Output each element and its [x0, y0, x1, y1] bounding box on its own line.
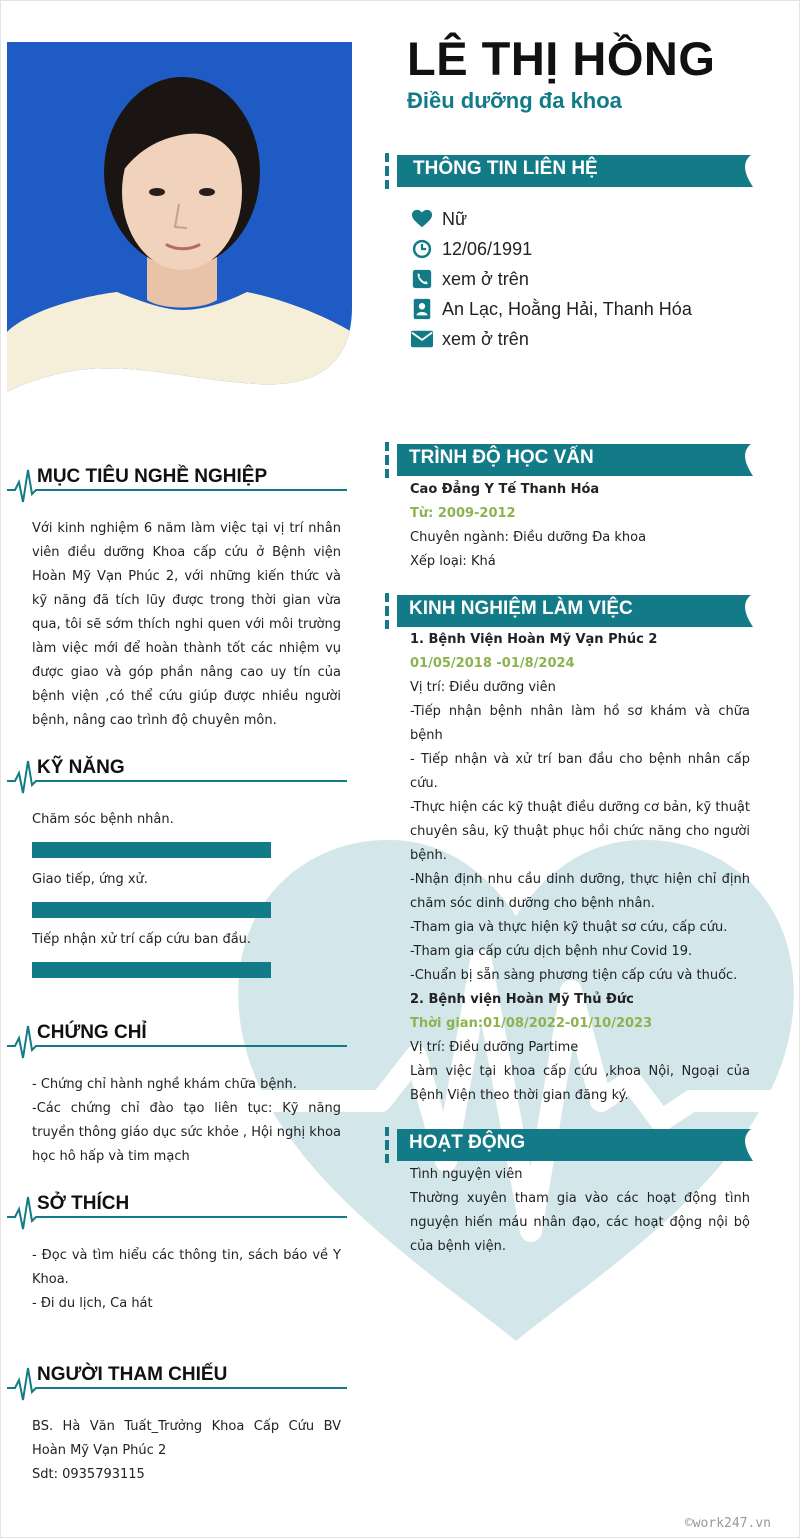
activities-role: Tình nguyện viên [410, 1167, 523, 1182]
certificates-heading-label: CHỨNG CHỈ [37, 1022, 147, 1043]
contact-birthday-text: 12/06/1991 [442, 238, 533, 259]
phone-icon [411, 268, 433, 290]
contact-email [411, 324, 692, 354]
skill-bar [32, 962, 271, 978]
job-duty: -Thực hiện các kỹ thuật điều dưỡng cơ bản, kỹ thuật chuyên sâu, kỹ thuật phục hồi chức năng cho người bệnh. [410, 800, 750, 863]
objective-heading [7, 464, 347, 504]
education-heading-label: TRÌNH ĐỘ HỌC VẤN [409, 447, 594, 468]
job-period: 01/05/2018 -01/8/2024 [410, 656, 575, 671]
certificate-line: -Các chứng chỉ đào tạo liên tục: Kỹ năng truyền thông giáo dục sức khỏe , Hội nghị khoa học hô hấp và tim mạch [32, 1101, 341, 1164]
skill-bar [32, 902, 271, 918]
activities-section [410, 1163, 750, 1259]
activities-description: Thường xuyên tham gia vào các hoạt động tình nguyện hiến máu nhân đạo, các hoạt động nội bộ của bệnh viện. [410, 1191, 750, 1254]
job-position: Vị trí: Điều dưỡng viên [410, 680, 556, 695]
certificates-heading [7, 1020, 347, 1060]
objective-paragraph: Với kinh nghiệm 6 năm làm việc tại vị trí nhân viên điều dưỡng Khoa cấp cứu ở Bệnh viện Hoàn Mỹ Vạn Phúc 2, với những kiến thức và kỹ năng đã tích lũy được trong thời gian vừa qua, tôi sẽ sớm thích nghi quen với môi trường làm việc mới để hoàn thành tốt các nhiệm vụ được giao và góp phần nâng cao uy tín của bệnh viện ,có thể cứu giúp được nhiều người bệnh, nâng cao trình độ chuyên môn. [32, 521, 341, 728]
reference-line: Sdt: 0935793115 [32, 1467, 145, 1482]
skill-label: Tiếp nhận xử trí cấp cứu ban đầu. [32, 932, 252, 947]
job-duty: -Nhận định nhu cầu dinh dưỡng, thực hiện chỉ định chăm sóc dinh dưỡng cho bệnh nhân. [410, 872, 750, 911]
contact-email-text: xem ở trên [442, 328, 529, 349]
education-heading [385, 442, 755, 478]
contact-phone [411, 264, 692, 294]
hobbies-heading-label: SỞ THÍCH [37, 1193, 130, 1214]
watermark-text: ©work247.vn [684, 1516, 771, 1531]
activities-heading-label: HOẠT ĐỘNG [409, 1132, 526, 1153]
contact-gender-text: Nữ [442, 208, 468, 229]
contact-address [411, 294, 692, 324]
skill-label: Giao tiếp, ứng xử. [32, 872, 148, 887]
job-period: Thời gian:01/08/2022-01/10/2023 [410, 1016, 653, 1031]
hobbies-heading [7, 1191, 347, 1231]
job-duty: -Tiếp nhận bệnh nhân làm hồ sơ khám và chữa bệnh [410, 704, 750, 743]
heart-icon [411, 208, 433, 230]
skill-label: Chăm sóc bệnh nhân. [32, 812, 174, 827]
job-company: 1. Bệnh Viện Hoàn Mỹ Vạn Phúc 2 [410, 632, 658, 647]
job-duty: -Tham gia và thực hiện kỹ thuật sơ cứu, cấp cứu. [410, 920, 728, 935]
education-period: Từ: 2009-2012 [410, 506, 516, 521]
contact-address-text: An Lạc, Hoằng Hải, Thanh Hóa [442, 298, 692, 319]
certificate-line: - Chứng chỉ hành nghề khám chữa bệnh. [32, 1077, 297, 1092]
education-school: Cao Đẳng Y Tế Thanh Hóa [410, 482, 600, 497]
experience-job-2 [410, 988, 750, 1108]
education-rank: Xếp loại: Khá [410, 554, 496, 569]
candidate-title: Điều dưỡng đa khoa [407, 88, 622, 113]
profile-photo [7, 42, 352, 392]
clock-icon [411, 238, 433, 260]
education-major: Chuyên ngành: Điều dưỡng Đa khoa [410, 530, 647, 545]
contact-gender [411, 204, 692, 234]
experience-heading-label: KINH NGHIỆM LÀM VIỆC [409, 598, 633, 619]
skills-heading [7, 755, 347, 795]
hobbies-text [32, 1244, 341, 1316]
skills-heading-label: KỸ NĂNG [37, 757, 125, 778]
contact-list [411, 204, 692, 354]
education-section [410, 478, 750, 574]
contact-heading-label: THÔNG TIN LIÊN HỆ [413, 158, 598, 179]
job-duty: -Tham gia cấp cứu dịch bệnh như Covid 19. [410, 944, 693, 959]
hobby-line: - Đi du lịch, Ca hát [32, 1296, 153, 1311]
skill-bar [32, 842, 271, 858]
contact-heading [385, 153, 755, 189]
certificates-text [32, 1073, 341, 1169]
references-heading-label: NGƯỜI THAM CHIẾU [37, 1364, 228, 1385]
job-duty: Làm việc tại khoa cấp cứu ,khoa Nội, Ngoại của Bệnh Viện theo thời gian đăng ký. [410, 1064, 750, 1103]
address-card-icon [411, 298, 433, 320]
job-duty: - Tiếp nhận và xử trí ban đầu cho bệnh nhân cấp cứu. [410, 752, 750, 791]
hobby-line: - Đọc và tìm hiểu các thông tin, sách báo về Y Khoa. [32, 1248, 341, 1287]
references-text [32, 1415, 341, 1487]
references-heading [7, 1362, 347, 1402]
experience-heading [385, 593, 755, 629]
objective-text [32, 517, 341, 733]
reference-line: BS. Hà Văn Tuất_Trưởng Khoa Cấp Cứu BV Hoàn Mỹ Vạn Phúc 2 [32, 1419, 341, 1458]
contact-phone-text: xem ở trên [442, 268, 529, 289]
job-duty: -Chuẩn bị sẵn sàng phương tiện cấp cứu và thuốc. [410, 968, 738, 983]
candidate-name: LÊ THỊ HỒNG [407, 32, 716, 85]
job-position: Vị trí: Điều dưỡng Partime [410, 1040, 579, 1055]
objective-heading-label: MỤC TIÊU NGHỀ NGHIỆP [37, 466, 268, 487]
activities-heading [385, 1127, 755, 1163]
contact-birthday [411, 234, 692, 264]
envelope-icon [411, 328, 433, 350]
job-company: 2. Bệnh viện Hoàn Mỹ Thủ Đức [410, 992, 634, 1007]
experience-job-1 [410, 628, 750, 988]
